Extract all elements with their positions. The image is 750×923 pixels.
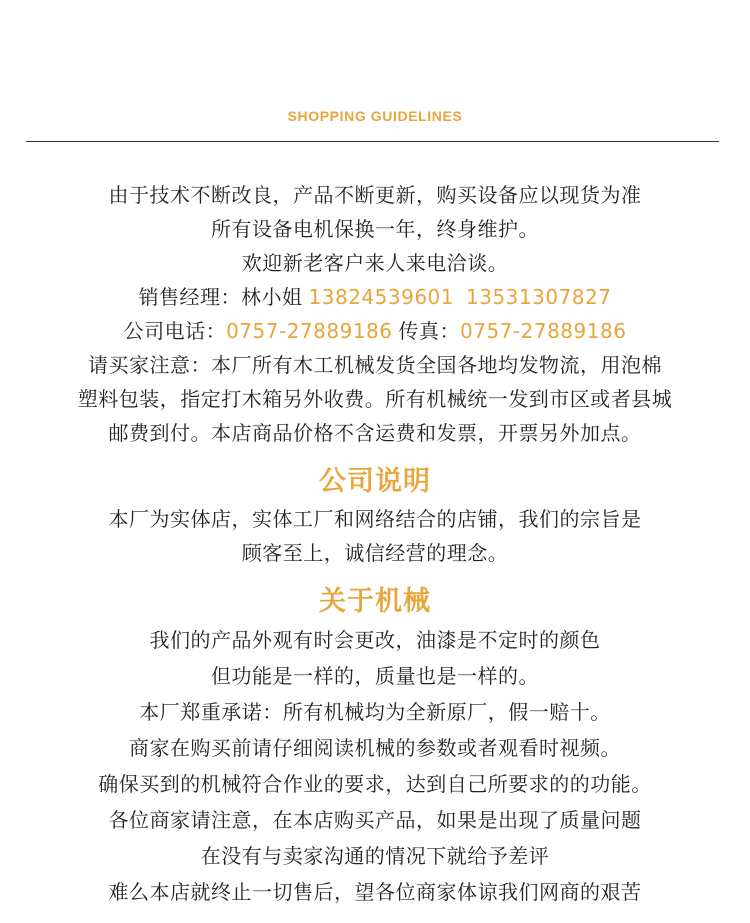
intro-line-1: 由于技术不断改良，产品不断更新，购买设备应以现货为准 [108, 183, 642, 207]
fax-label: 传真： [398, 319, 460, 343]
company-phone-number: 0757-27889186 [226, 319, 393, 343]
notice-line-3: 邮费到付。本店商品价格不含运费和发票，开票另外加点。 [108, 421, 642, 445]
notice-line-2: 塑料包装，指定打木箱另外收费。所有机械统一发到市区或者县城 [77, 387, 673, 411]
intro-line-2: 所有设备电机保换一年，终身维护。 [211, 217, 539, 241]
company-line-2: 顾客至上，诚信经营的理念。 [241, 541, 509, 565]
company-phone-line [0, 314, 750, 348]
sales-phone-2: 13531307827 [466, 285, 612, 309]
sales-contact-line [0, 280, 750, 314]
machine-line-4: 商家在购买前请仔细阅读机械的参数或者观看时视频。 [129, 736, 621, 760]
company-line-1: 本厂为实体店，实体工厂和网络结合的店铺，我们的宗旨是 [108, 507, 642, 531]
company-section-heading: 公司说明 [319, 466, 431, 497]
machine-line-6: 各位商家请注意，在本店购买产品，如果是出现了质量问题 [108, 808, 642, 832]
sales-phone-1: 13824539601 [308, 285, 454, 309]
machine-line-8: 难么本店就终止一切售后，望各位商家体谅我们网商的艰苦 [108, 880, 642, 904]
machine-line-5: 确保买到的机械符合作业的要求，达到自己所要求的的功能。 [98, 772, 652, 796]
header-divider [26, 141, 719, 142]
sales-label: 销售经理：林小姐 [138, 285, 303, 309]
machine-line-3: 本厂郑重承诺：所有机械均为全新原厂，假一赔十。 [139, 700, 611, 724]
machine-section-heading: 关于机械 [319, 586, 431, 617]
machine-line-2: 但功能是一样的，质量也是一样的。 [211, 664, 539, 688]
header-title: SHOPPING GUIDELINES [287, 108, 463, 124]
intro-line-3: 欢迎新老客户来人来电洽谈。 [241, 251, 509, 275]
machine-line-7: 在没有与卖家沟通的情况下就给予差评 [200, 844, 550, 868]
notice-line-1: 请买家注意：本厂所有木工机械发货全国各地均发物流，用泡棉 [88, 353, 662, 377]
company-phone-label: 公司电话： [123, 319, 227, 343]
fax-number: 0757-27889186 [460, 319, 627, 343]
guidelines-content [0, 178, 750, 910]
machine-line-1: 我们的产品外观有时会更改，油漆是不定时的颜色 [149, 628, 601, 652]
